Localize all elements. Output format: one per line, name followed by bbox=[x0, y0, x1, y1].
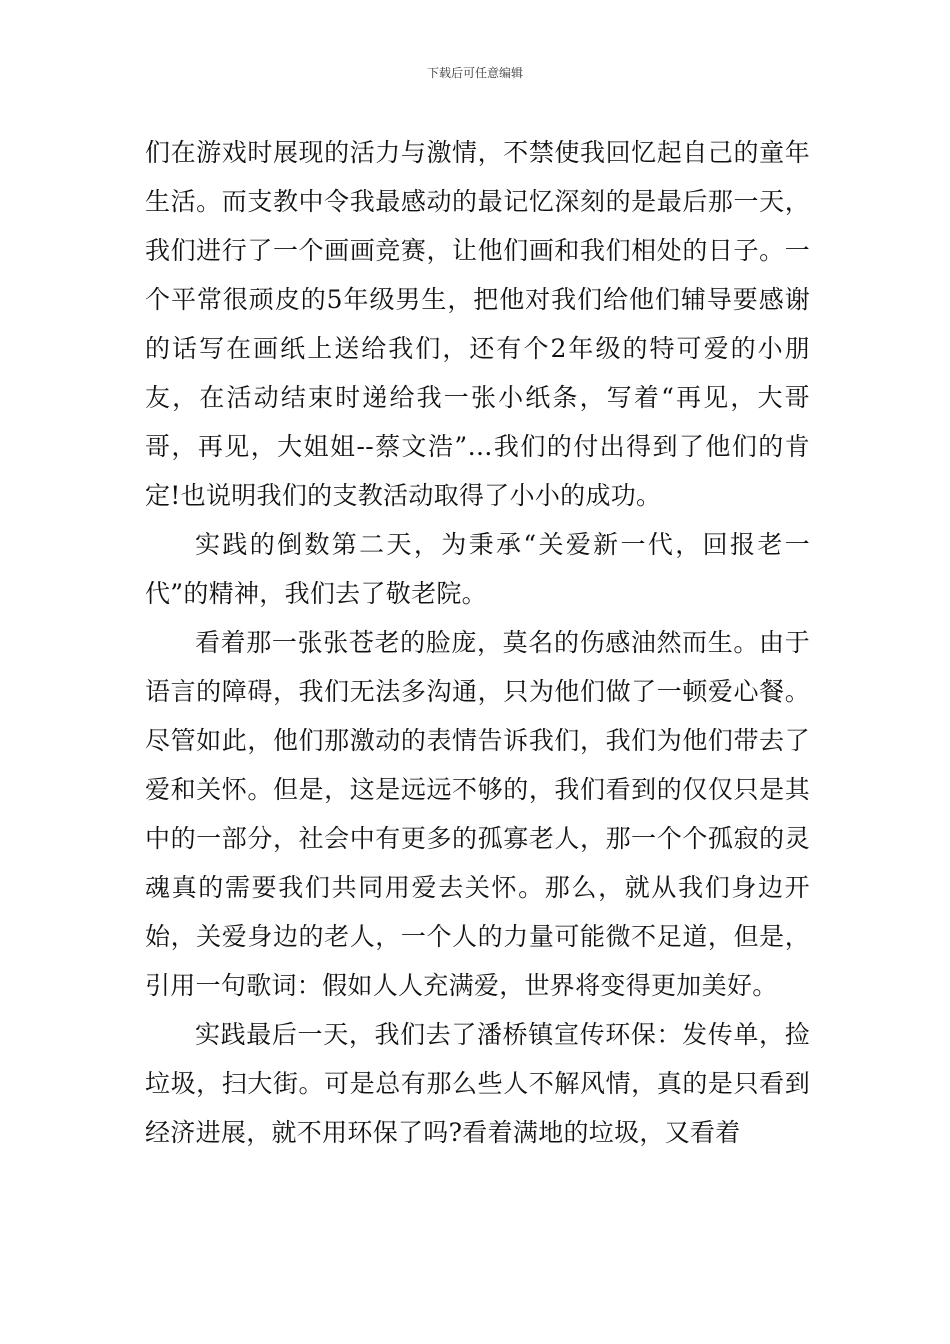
paragraph: 实践的倒数第二天，为秉承“关爱新一代，回报老一代”的精神，我们去了敬老院。 bbox=[145, 530, 810, 608]
paragraph: 们在游戏时展现的活力与激情，不禁使我回忆起自己的童年生活。而支教中令我最感动的最记忆深刻的是最后那一天，我们进行了一个画画竞赛，让他们画和我们相处的日子。一个平常很顽皮的5年级男生，把他对我们给他们辅导要感谢的话写在画纸上送给我们，还有个2年级的特可爱的小朋友，在活动结束时递给我一张小纸条，写着“再见，大哥哥，再见，大姐姐--蔡文浩”…我们的付出得到了他们的肯定!也说明我们的支教活动取得了小小的成功。 bbox=[145, 138, 810, 510]
paragraph: 看着那一张张苍老的脸庞，莫名的伤感油然而生。由于语言的障碍，我们无法多沟通，只为他们做了一顿爱心餐。尽管如此，他们那激动的表情告诉我们，我们为他们带去了爱和关怀。但是，这是远远不够的，我们看到的仅仅只是其中的一部分，社会中有更多的孤寡老人，那一个个孤寂的灵魂真的需要我们共同用爱去关怀。那么，就从我们身边开始，关爱身边的老人，一个人的力量可能微不足道，但是，引用一句歌词：假如人人充满爱，世界将变得更加美好。 bbox=[145, 628, 810, 1000]
paragraph: 实践最后一天，我们去了潘桥镇宣传环保：发传单，捡垃圾，扫大街。可是总有那么些人不解风情，真的是只看到经济进展，就不用环保了吗?看着满地的垃圾，又看着 bbox=[145, 1020, 810, 1147]
page-header: 下载后可任意编辑 bbox=[426, 66, 523, 80]
document-body bbox=[145, 128, 810, 1157]
